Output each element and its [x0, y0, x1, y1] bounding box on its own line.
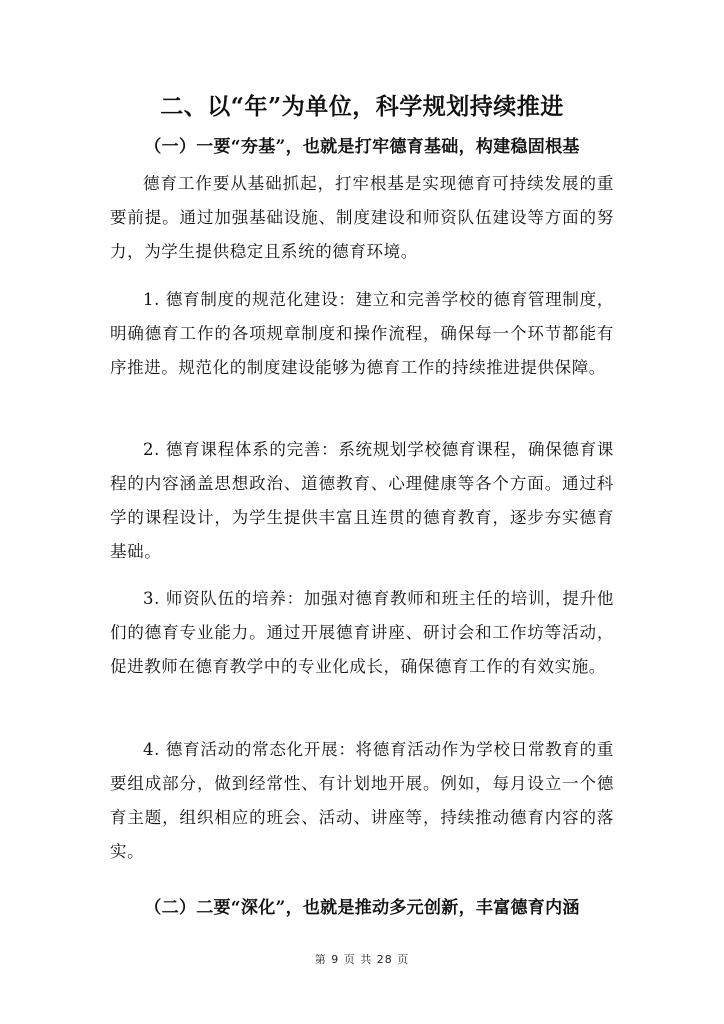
- subsection-heading-1: （一）一要“夯基”，也就是打牢德育基础，构建稳固根基: [144, 137, 580, 157]
- page-number-footer: 第 9 页 共 28 页: [314, 953, 410, 966]
- paragraph-item-1: 1. 德育制度的规范化建设：建立和完善学校的德育管理制度，明确德育工作的各项规章制度和操作流程，确保每一个环节都能有序推进。规范化的制度建设能够为德育工作的持续推进提供保障。: [110, 290, 614, 377]
- paragraph-item-3: 3. 师资队伍的培养：加强对德育教师和班主任的培训，提升他们的德育专业能力。通过开展德育讲座、研讨会和工作坊等活动，促进教师在德育教学中的专业化成长，确保德育工作的有效实施。: [110, 589, 614, 676]
- section-title: 二、以“年”为单位，科学规划持续推进: [160, 93, 564, 120]
- paragraph-item-2: 2. 德育课程体系的完善：系统规划学校德育课程，确保德育课程的内容涵盖思想政治、道德教育、心理健康等各个方面。通过科学的课程设计，为学生提供丰富且连贯的德育教育，逐步夯实德育基础。: [110, 440, 614, 561]
- paragraph-item-4: 4. 德育活动的常态化开展：将德育活动作为学校日常教育的重要组成部分，做到经常性、有计划地开展。例如，每月设立一个德育主题，组织相应的班会、活动、讲座等，持续推动德育内容的落实。: [110, 740, 614, 861]
- paragraph-intro: 德育工作要从基础抓起，打牢根基是实现德育可持续发展的重要前提。通过加强基础设施、制度建设和师资队伍建设等方面的努力，为学生提供稳定且系统的德育环境。: [110, 174, 614, 261]
- subsection-heading-2: （二）二要“深化”，也就是推动多元创新，丰富德育内涵: [144, 898, 580, 918]
